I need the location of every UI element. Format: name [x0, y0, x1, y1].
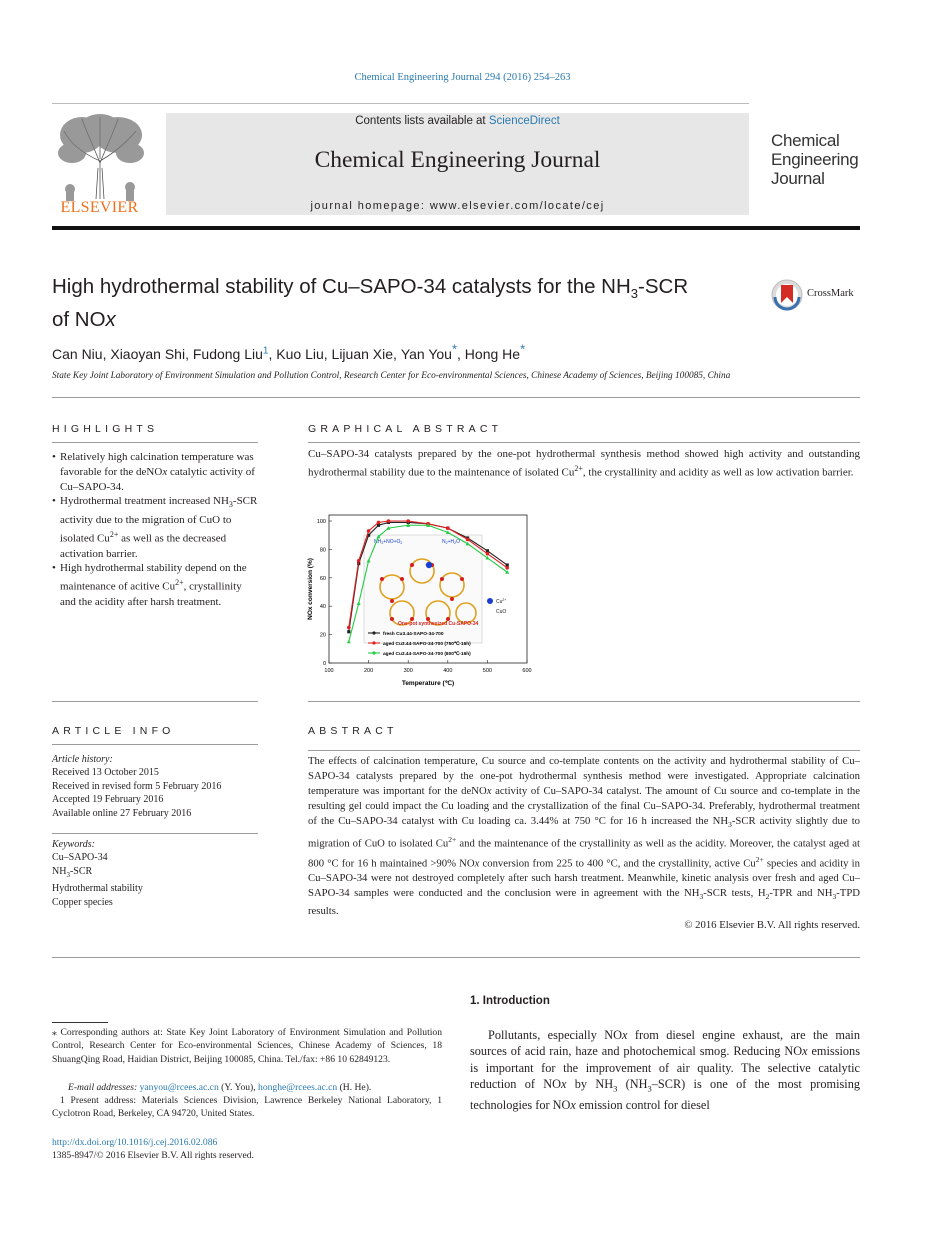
data-point: [347, 626, 351, 630]
journal-banner: [166, 113, 749, 215]
graphical-abstract-rule: [308, 442, 860, 443]
abstract-text: The effects of calcination temperature, Cu source and co-template contents on the activity and hydrothermal stability of Cu–SAPO-34 catalysts prepared by the one-pot hydrothermal synthesis method were investigated. Appropriate calcination temperature was important for the deNOx activity of Cu–SAPO-34 catalyst. The amount of Cu source and co-template in the resulting gel could impact the Cu loading and the crystallization of the final Cu–SAPO-34. Preferably, hydrothermal treatment of the Cu–SAPO-34 catalyst with Cu loading ca. 3.44% at 750 °C for 16 h increased the $NH_3$-SCR activity slightly due to migration of CuO to isolated $Cu^{2+}$ and the maintenance of the crystallinity as well as the acidity. Moreover, the catalyst aged at 800 °C for 16 h maintained >90% NOx conversion from 225 to 400 °C, and the crystallinity, active $Cu^{2+}$ species and acidity in Cu–SAPO-34 were not destroyed completely after such harsh treatment. Meanwhile, kinetic analysis over fresh and aged Cu–SAPO-34 samples were conducted and the conclusion were in agreement with the $NH_3$-SCR tests, $H_2$-TPR and $NH_3$-TPD results.: [308, 755, 861, 918]
email-link-he[interactable]: honghe@rcees.ac.cn: [258, 1082, 338, 1093]
crossmark-badge[interactable]: [771, 279, 866, 311]
x-axis-label: Temperature (℃): [401, 680, 455, 687]
rule-above-abstract: [308, 701, 860, 702]
reactants-label: $NH_3+NO+O_2$: [374, 539, 403, 545]
x-tick-label: 600: [522, 668, 532, 674]
journal-name: Chemical Engineering Journal: [314, 147, 601, 173]
y-tick-label: 60: [319, 575, 326, 582]
highlights-heading: HIGHLIGHTS: [52, 423, 159, 435]
rule-above-article-info: [52, 701, 258, 702]
keyword: $NH_3$-SCR: [52, 865, 93, 879]
title-part-c: of NO: [52, 308, 106, 332]
abstract-rule: [308, 750, 860, 751]
logo-line-3: Journal: [771, 169, 825, 188]
highlight-item: • Relatively high calcination temperature was favorable for the deNOx catalytic activity of Cu–SAPO-34.: [52, 450, 260, 494]
framework-caption: One-pot synthesized Cu-SAPO-34: [398, 621, 479, 627]
legend-label: fresh Cu3.44-SAPO-34-700: [383, 632, 444, 637]
article-info-rule: [52, 744, 258, 745]
masthead-rule: [52, 226, 860, 230]
data-point: [347, 630, 350, 633]
cu-ion-marker: [426, 562, 432, 568]
logo-line-1: Chemical: [771, 131, 840, 150]
journal-homepage[interactable]: journal homepage: www.elsevier.com/locate/cej: [310, 200, 605, 212]
logo-line-2: Engineering: [771, 150, 859, 169]
data-point: [387, 519, 391, 523]
data-point: [505, 566, 509, 570]
y-tick-label: 0: [322, 661, 326, 667]
present-address-footnote: 1 Present address: Materials Sciences Division, Lawrence Berkeley National Laboratory, 1 Cyclotron Road, Berkeley, CA 94720, United States.: [52, 1095, 442, 1120]
title-part-d: x: [105, 308, 116, 332]
author[interactable]: , Kuo Liu,: [268, 345, 332, 362]
data-point: [367, 529, 371, 533]
data-point: [406, 519, 410, 523]
x-tick-label: 300: [403, 668, 413, 674]
history-label: Article history:: [52, 754, 113, 765]
rule-above-body: [52, 957, 860, 958]
legend-label: aged Cu3.44-SAPO-34-700 (750℃-16h): [383, 642, 471, 647]
y-tick-label: 80: [319, 547, 326, 554]
crossmark-label: CrossMark: [807, 288, 854, 299]
keywords-rule: [52, 833, 258, 834]
y-axis-label: NOx conversion (%): [307, 558, 314, 620]
legend-cu2-label: $Cu^{2+}$: [496, 598, 507, 605]
crossmark-icon: [771, 279, 803, 311]
legend-cuo-label: CuO: [496, 609, 507, 615]
highlight-item: • Hydrothermal treatment increased $NH_3$-SCR activity due to the migration of CuO to isolated $Cu^{2+}$ as well as the decreased activation barrier.: [52, 494, 260, 561]
nox-conversion-chart: [302, 509, 542, 691]
keyword: Cu–SAPO-34: [52, 852, 108, 864]
author[interactable]: Fudong Liu$^1$: [192, 345, 269, 362]
legend-marker: [372, 631, 375, 634]
affiliation: State Key Joint Laboratory of Environment Simulation and Pollution Control, Research Center for Eco-environmental Sciences, Chinese Academy of Sciences, Beijing 100085, China: [52, 371, 731, 381]
elsevier-logo: [52, 113, 147, 215]
legend-marker: [372, 651, 375, 654]
contents-prefix: Contents lists available at: [355, 115, 489, 127]
history-item: Received 13 October 2015: [52, 767, 159, 779]
history-item: Available online 27 February 2016: [52, 807, 192, 819]
products-label: $N_2+H_2O$: [442, 539, 460, 545]
email-link-you[interactable]: yanyou@rcees.ac.cn: [139, 1082, 219, 1093]
elsevier-tree-icon: [52, 113, 147, 201]
legend-marker: [372, 641, 375, 644]
journal-reference[interactable]: Chemical Engineering Journal 294 (2016) 254–263: [354, 72, 571, 83]
copyright: © 2016 Elsevier B.V. All rights reserved.: [684, 919, 860, 931]
data-point: [377, 521, 381, 525]
author[interactable]: Yan You*: [400, 341, 458, 362]
rule-under-affiliation: [52, 397, 860, 398]
issn-line: 1385-8947/© 2016 Elsevier B.V. All rights reserved.: [52, 1150, 254, 1161]
title-part-a: High hydrothermal stability of Cu–SAPO-34 catalysts for the NH: [52, 275, 631, 298]
x-tick-label: 400: [443, 668, 453, 674]
email-label: E-mail addresses:: [68, 1082, 140, 1093]
graphical-abstract-heading: GRAPHICAL ABSTRACT: [308, 423, 503, 435]
article-history: [52, 753, 262, 820]
article-title: [52, 274, 752, 333]
doi-link[interactable]: http://dx.doi.org/10.1016/j.cej.2016.02.086: [52, 1137, 218, 1148]
footnote-rule: [52, 1022, 108, 1023]
legend-cu2-dot: [487, 598, 493, 604]
y-tick-label: 40: [319, 604, 326, 611]
sciencedirect-link[interactable]: ScienceDirect: [488, 115, 560, 127]
journal-cover-logo: [771, 131, 858, 188]
y-tick-label: 20: [319, 632, 326, 639]
title-part-b: -SCR: [638, 275, 689, 298]
author[interactable]: Lijuan Xie,: [331, 345, 401, 362]
y-tick-label: 100: [316, 519, 326, 525]
highlights-list: [52, 450, 260, 609]
article-info-heading: ARTICLE INFO: [52, 725, 175, 737]
highlights-rule: [52, 442, 258, 443]
data-point: [357, 559, 361, 563]
introduction-heading: 1. Introduction: [470, 995, 550, 1007]
contents-line: [166, 115, 749, 127]
keywords: [52, 838, 262, 909]
data-point: [466, 538, 470, 542]
keyword: Hydrothermal stability: [52, 883, 143, 895]
history-item: Received in revised form 5 February 2016: [52, 780, 222, 792]
elsevier-wordmark: ELSEVIER: [60, 199, 139, 216]
data-point: [446, 526, 450, 530]
author[interactable]: Can Niu,: [52, 345, 111, 362]
introduction-text: Pollutants, especially NOx from diesel engine exhaust, are the main sources of acid rain, haze and photochemical smog. Reducing NOx emissions is important for the improvement of air quality. The selective catalytic reduction of NOx by $NH_3$ $(NH_3-SCR)$ is one of the most promising technologies for NOx emission control for diesel: [470, 1028, 860, 1113]
data-point: [486, 552, 490, 556]
legend-label: aged Cu3.44-SAPO-34-700 (800℃-16h): [383, 652, 471, 657]
author[interactable]: , Hong He*: [457, 341, 526, 362]
author-list: [52, 341, 525, 362]
keyword: Copper species: [52, 896, 113, 908]
highlight-item: • High hydrothermal stability depend on the maintenance of acitive $Cu^{2+}$, crystallinity and the acidity after harsh treatment.: [52, 561, 260, 609]
x-tick-label: 500: [482, 668, 492, 674]
keywords-label: Keywords:: [52, 839, 95, 850]
x-tick-label: 100: [324, 668, 334, 674]
abstract-heading: ABSTRACT: [308, 725, 398, 737]
header-rule: [52, 103, 749, 104]
email-footnote: E-mail addresses: yanyou@rcees.ac.cn (Y. You), honghe@rcees.ac.cn (H. He).: [68, 1082, 372, 1093]
x-tick-label: 200: [364, 668, 374, 674]
author[interactable]: Xiaoyan Shi,: [110, 345, 193, 362]
history-item: Accepted 19 February 2016: [52, 794, 164, 806]
graphical-abstract-text: Cu–SAPO-34 catalysts prepared by the one-pot hydrothermal synthesis method showed high activity and outstanding hydrothermal stability due to the maintenance of isolated $Cu^{2+}$, the crystallinity and acidity as well as low activation barrier.: [308, 448, 860, 479]
title-subscript: 3: [630, 286, 639, 302]
corresponding-footnote: ⁎ Corresponding authors at: State Key Joint Laboratory of Environment Simulation and Pollution Control, Research Center for Eco-environmental Sciences, Chinese Academy of Sciences, 18 ShuangQing Road, Haidian District, Beijing 100085, China. Tel./fax: +86 10 62849123.: [52, 1027, 442, 1065]
